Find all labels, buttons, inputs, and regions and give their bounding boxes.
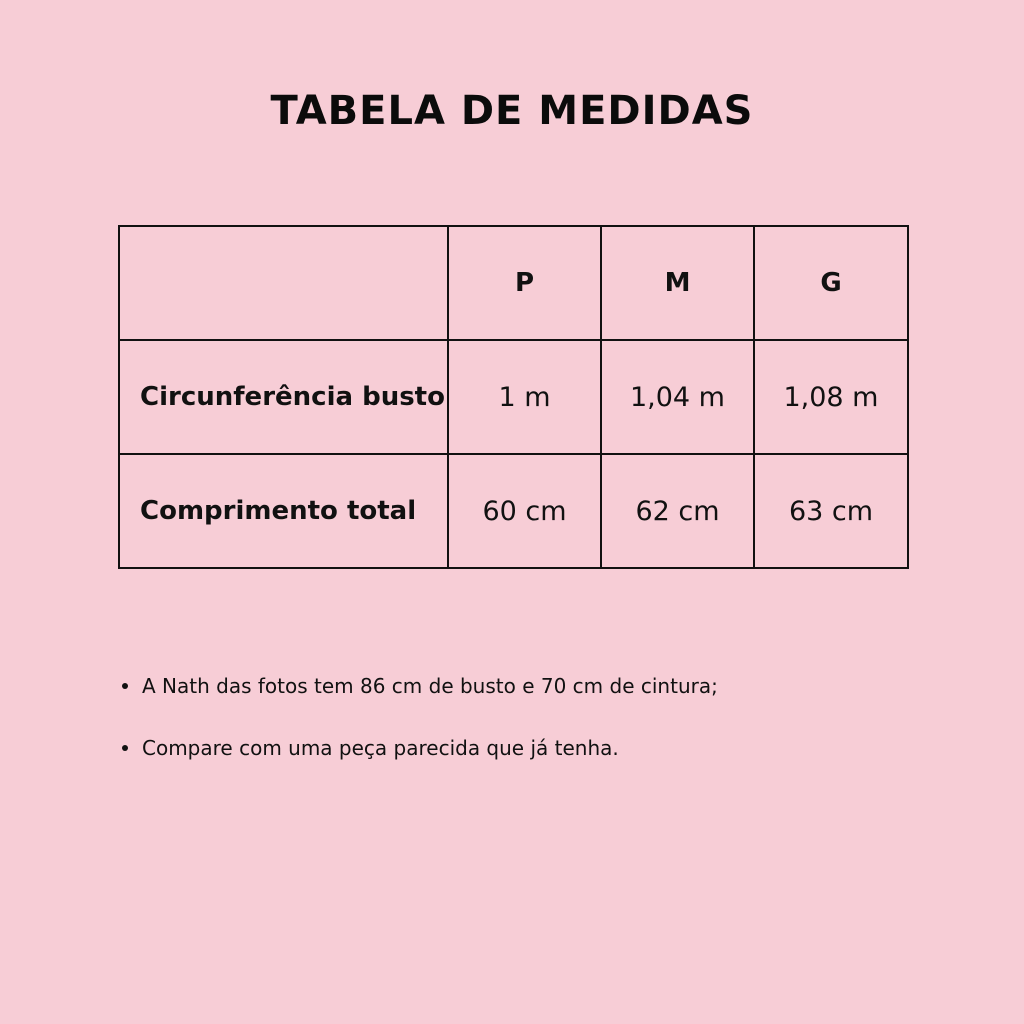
page-title: TABELA DE MEDIDAS — [270, 88, 754, 134]
header-size-m: M — [601, 226, 754, 340]
row-label-bust: Circunferência busto — [119, 340, 448, 454]
cell-bust-m: 1,04 m — [601, 340, 754, 454]
cell-length-m: 62 cm — [601, 454, 754, 568]
cell-length-p: 60 cm — [448, 454, 601, 568]
cell-length-g: 63 cm — [754, 454, 908, 568]
header-size-g: G — [754, 226, 908, 340]
size-table — [118, 225, 909, 569]
bullet-icon — [122, 745, 128, 751]
bullet-icon — [122, 683, 128, 689]
table-header-row — [119, 226, 908, 340]
cell-bust-p: 1 m — [448, 340, 601, 454]
note-text: A Nath das fotos tem 86 cm de busto e 70 cm de cintura; — [142, 674, 718, 698]
header-cell-empty — [119, 226, 448, 340]
row-label-length: Comprimento total — [119, 454, 448, 568]
list-item — [122, 730, 718, 766]
note-text: Compare com uma peça parecida que já tenha. — [142, 736, 619, 760]
cell-bust-g: 1,08 m — [754, 340, 908, 454]
notes-list — [122, 668, 718, 792]
table-row — [119, 454, 908, 568]
list-item — [122, 668, 718, 704]
header-size-p: P — [448, 226, 601, 340]
table-row — [119, 340, 908, 454]
